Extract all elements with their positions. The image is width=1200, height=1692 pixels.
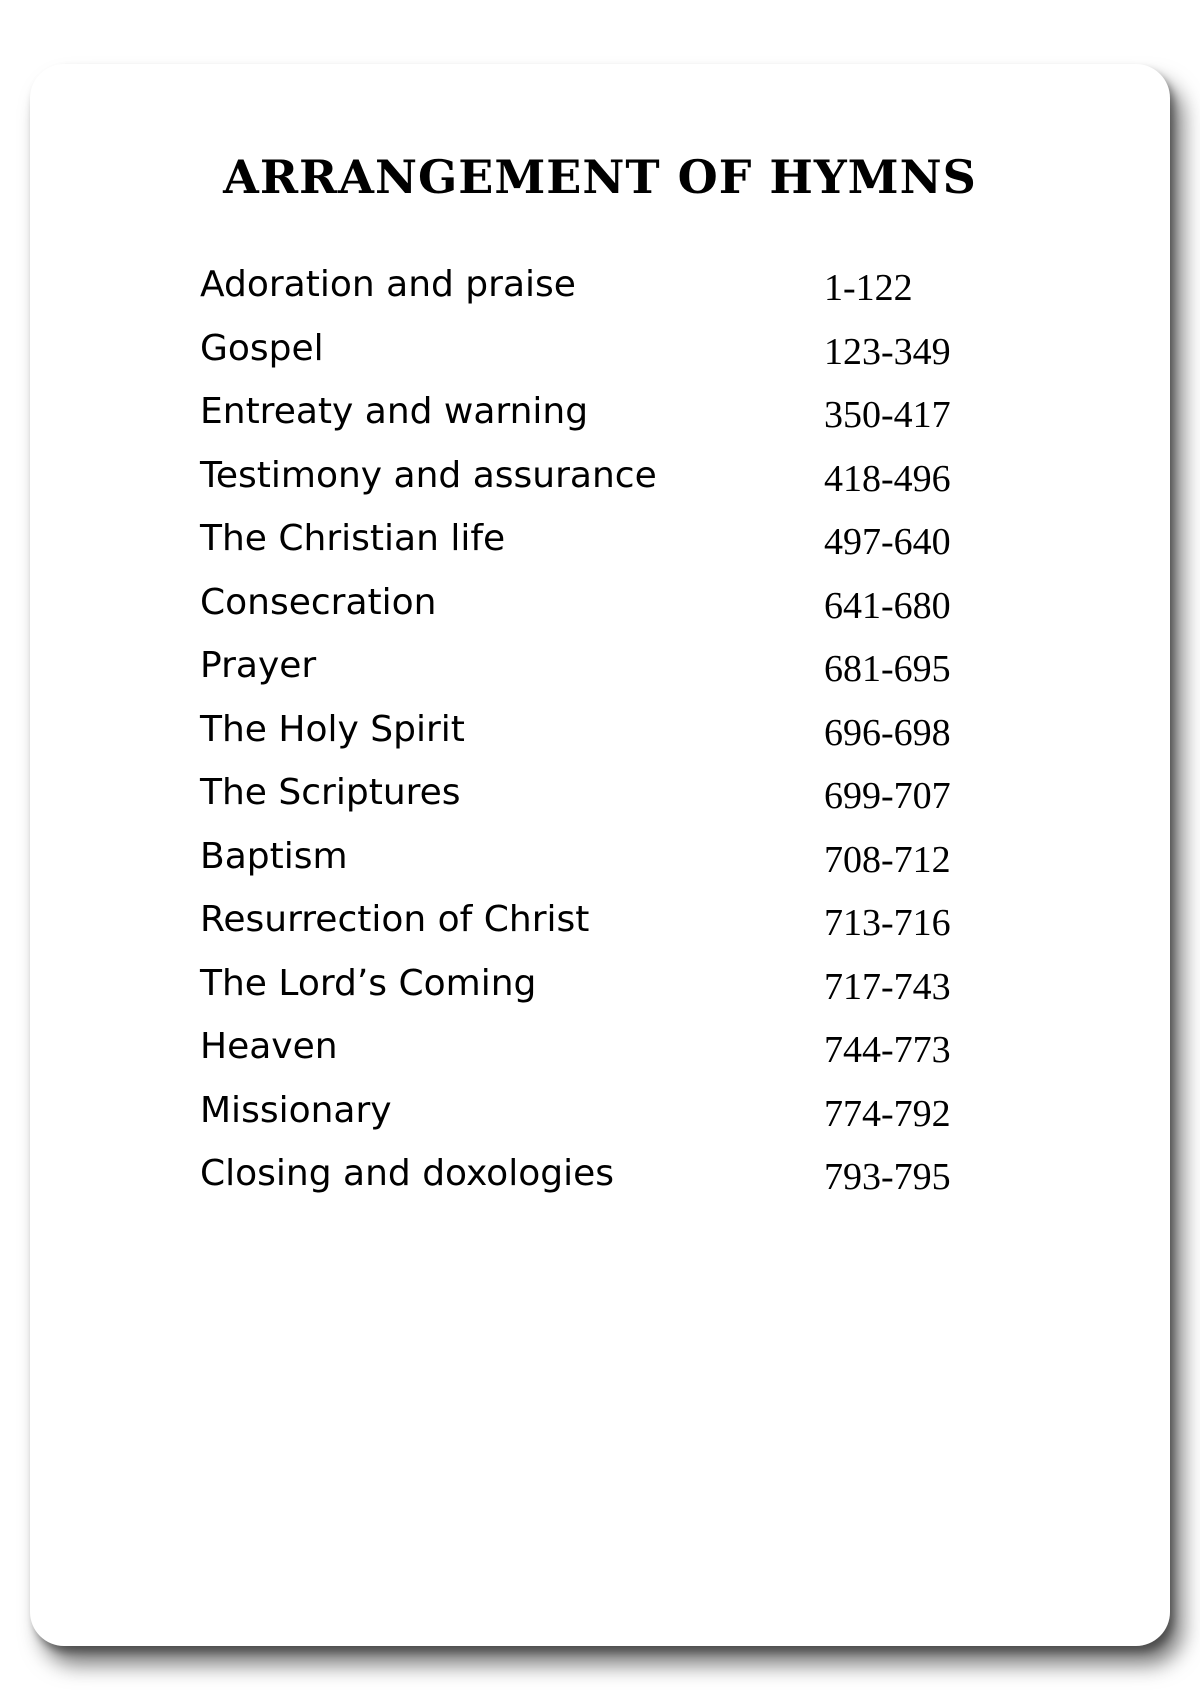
- hymn-range: 418-496: [824, 457, 951, 500]
- section-topic: Missionary: [200, 1089, 392, 1131]
- section-topic: The Lord’s Coming: [200, 962, 537, 1004]
- hymn-range: 696-698: [824, 711, 951, 754]
- hymn-range: 774-792: [824, 1092, 951, 1135]
- section-topic: Entreaty and warning: [200, 391, 589, 432]
- section-topic: Resurrection of Christ: [200, 899, 590, 940]
- hymn-range: 713-716: [824, 902, 951, 944]
- hymn-range: 123-349: [824, 330, 951, 373]
- section-topic: The Christian life: [200, 518, 506, 559]
- section-topic: Adoration and praise: [200, 264, 576, 305]
- list-item: [200, 328, 960, 392]
- section-topic: Baptism: [200, 835, 348, 877]
- list-item: [200, 772, 960, 836]
- hymn-range: 708-712: [824, 838, 951, 881]
- section-topic: Prayer: [200, 645, 317, 686]
- list-item: [200, 836, 960, 900]
- list-item: [200, 518, 960, 582]
- list-item: [200, 391, 960, 455]
- hymn-range: 793-795: [824, 1156, 951, 1198]
- hymn-range: 681-695: [824, 648, 951, 690]
- hymn-range: 1-122: [824, 267, 913, 309]
- section-topic: Consecration: [200, 581, 437, 623]
- hymn-range: 699-707: [824, 775, 951, 817]
- hymn-range: 641-680: [824, 584, 951, 627]
- list-item: [200, 1090, 960, 1154]
- hymn-range: 717-743: [824, 965, 951, 1008]
- list-item: [200, 1026, 960, 1090]
- list-item: [200, 264, 960, 328]
- section-topic: Testimony and assurance: [200, 454, 657, 496]
- list-item: [200, 455, 960, 519]
- hymnal-page: [30, 64, 1170, 1646]
- hymn-arrangement-list: [200, 264, 960, 1217]
- hymn-range: 744-773: [824, 1029, 951, 1071]
- section-topic: Closing and doxologies: [200, 1153, 614, 1194]
- list-item: [200, 963, 960, 1027]
- section-topic: Gospel: [200, 327, 324, 369]
- section-topic: The Scriptures: [200, 772, 461, 813]
- list-item: [200, 582, 960, 646]
- hymn-range: 497-640: [824, 521, 951, 563]
- list-item: [200, 899, 960, 963]
- section-topic: The Holy Spirit: [200, 708, 465, 750]
- hymn-range: 350-417: [824, 394, 951, 436]
- page-title: ARRANGEMENT OF HYMNS: [223, 150, 977, 204]
- list-item: [200, 1153, 960, 1217]
- list-item: [200, 709, 960, 773]
- section-topic: Heaven: [200, 1026, 338, 1067]
- list-item: [200, 645, 960, 709]
